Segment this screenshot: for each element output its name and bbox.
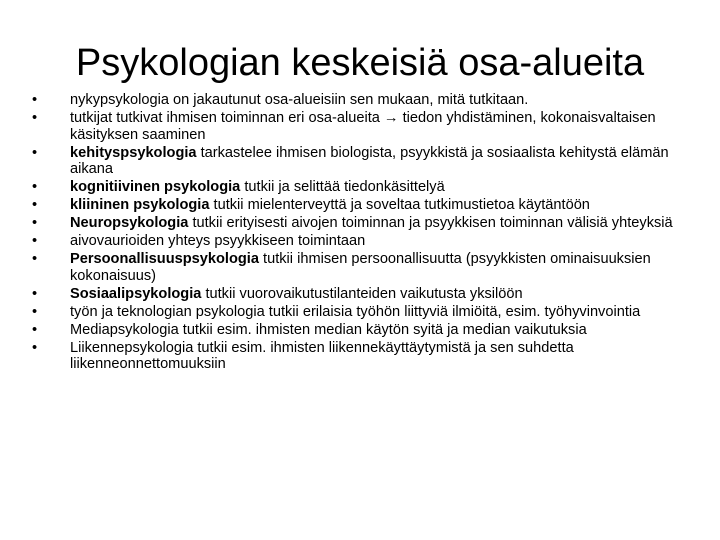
- bullet-text: Liikennepsykologia tutkii esim. ihmisten liikennekäyttäytymistä ja sen suhdetta liikenneonnettomuuksiin: [70, 339, 574, 372]
- bullet-text: työn ja teknologian psykologia tutkii erilaisia työhön liittyviä ilmiöitä, esim. työhyvinvointia: [70, 303, 641, 320]
- bullet-item: [32, 92, 692, 109]
- bullet-list: [32, 92, 692, 374]
- bullet-item: [32, 110, 692, 143]
- bullet-item: [32, 215, 692, 232]
- bullet-item: [32, 179, 692, 196]
- bullet-dot: •: [32, 179, 38, 195]
- bullet-dot: •: [32, 144, 38, 161]
- bullet-item: [32, 322, 692, 339]
- bullet-text: tarkastelee ihmisen biologista, psyykkistä ja sosiaalista kehitystä elämän aikana: [70, 144, 669, 177]
- bullet-dot: •: [32, 303, 38, 320]
- bullet-dot: •: [32, 215, 38, 231]
- bullet-item: [32, 145, 692, 178]
- bullet-dot: •: [32, 285, 38, 302]
- bullet-item: [32, 197, 692, 214]
- bullet-dot: •: [32, 339, 38, 356]
- bullet-item: [32, 251, 692, 284]
- bullet-text: aivovaurioiden yhteys psyykkiseen toimintaan: [70, 233, 366, 249]
- bullet-bold-text: Persoonallisuuspsykologia: [70, 251, 259, 267]
- bullet-text: tutkii mielenterveyttä ja soveltaa tutkimustietoa käytäntöön: [209, 197, 590, 213]
- bullet-item: [32, 233, 692, 250]
- bullet-dot: •: [32, 321, 38, 338]
- bullet-dot: •: [32, 92, 38, 108]
- bullet-dot: •: [32, 110, 38, 126]
- slide-title: [0, 40, 720, 86]
- bullet-bold-text: Sosiaalipsykologia: [70, 285, 202, 302]
- bullet-item: [32, 340, 692, 373]
- bullet-item: [32, 304, 692, 321]
- bullet-dot: •: [32, 233, 38, 249]
- bullet-text: Mediapsykologia tutkii esim. ihmisten median käytön syitä ja median vaikutuksia: [70, 321, 587, 338]
- bullet-dot: •: [32, 251, 38, 267]
- bullet-text: tutkii ihmisen persoonallisuutta (psyykkisten ominaisuuksien kokonaisuus): [70, 251, 651, 284]
- bullet-text: nykypsykologia on jakautunut osa-alueisiin sen mukaan, mitä tutkitaan.: [70, 92, 529, 108]
- bullet-bold-text: Neuropsykologia: [70, 215, 189, 231]
- slide-title-text: Psykologian keskeisiä osa-alueita: [75, 42, 645, 84]
- bullet-item: [32, 286, 692, 303]
- bullet-dot: •: [32, 197, 38, 213]
- bullet-text: tutkii ja selittää tiedonkäsittelyä: [240, 179, 445, 195]
- bullet-bold-text: kognitiivinen psykologia: [70, 179, 241, 195]
- bullet-bold-text: kehityspsykologia: [70, 144, 197, 161]
- bullet-text: tutkii erityisesti aivojen toiminnan ja psyykkisen toiminnan välisiä yhteyksiä: [188, 215, 673, 231]
- bullet-text: tutkii vuorovaikutustilanteiden vaikutusta yksilöön: [201, 285, 523, 302]
- bullet-bold-text: kliininen psykologia: [70, 197, 210, 213]
- bullet-text: tutkijat tutkivat ihmisen toiminnan eri osa-alueita → tiedon yhdistäminen, kokonaisvaltaisen käsityksen saaminen: [70, 110, 656, 143]
